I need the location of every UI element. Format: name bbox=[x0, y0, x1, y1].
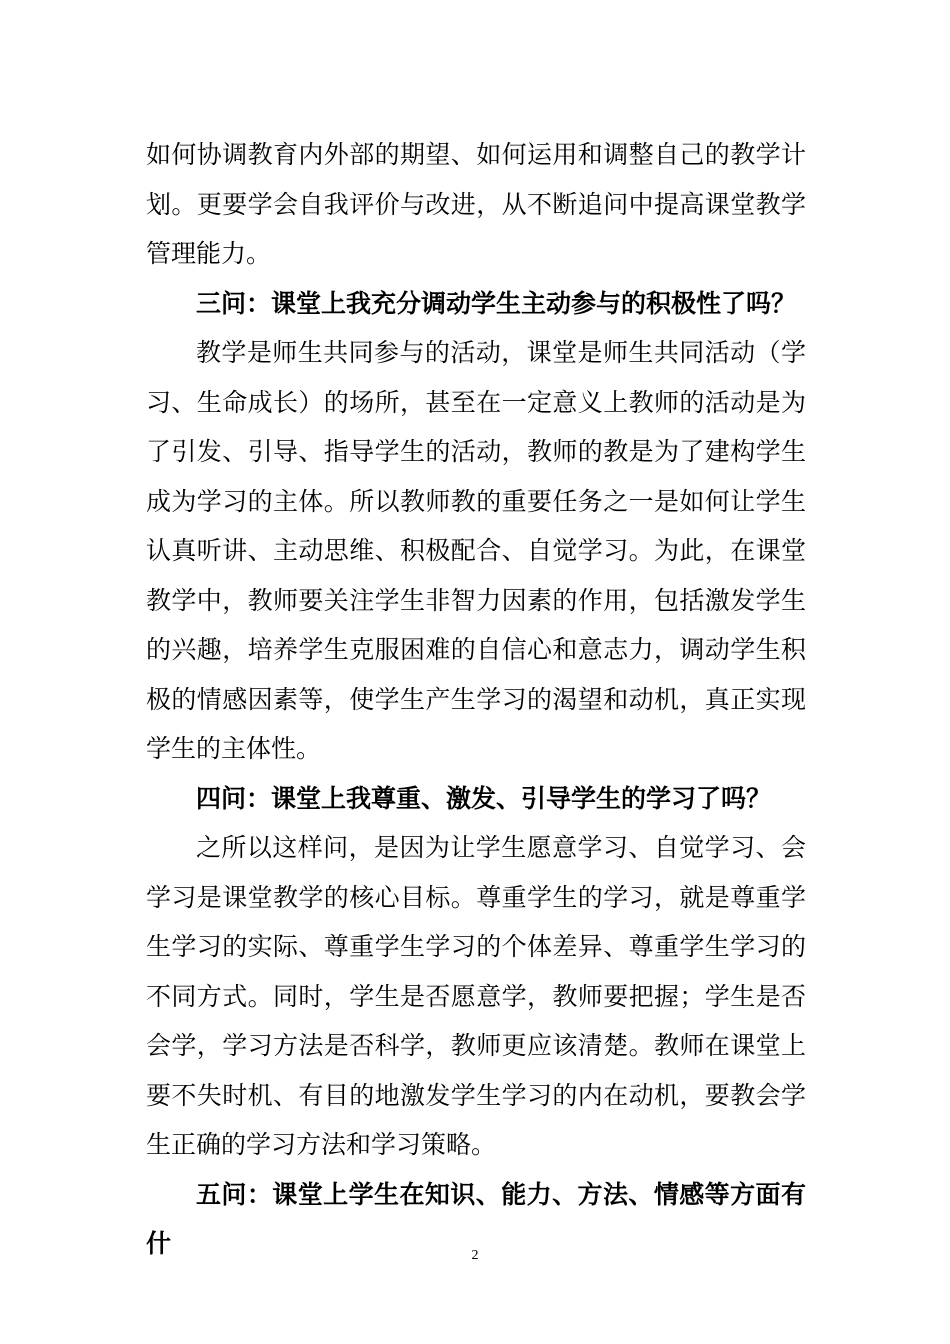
section-heading-four: 四问：课堂上我尊重、激发、引导学生的学习了吗？ bbox=[196, 783, 772, 813]
section-heading-five: 五问：课堂上学生在知识、能力、方法、情感等方面有什 bbox=[146, 1179, 806, 1258]
document-body bbox=[146, 130, 806, 1269]
page-number: 2 bbox=[471, 1248, 479, 1263]
paragraph-continuation: 如何协调教育内外部的期望、如何运用和调整自己的教学计划。更要学会自我评价与改进，从不断追问中提高课堂教学管理能力。 bbox=[146, 140, 806, 268]
paragraph-body: 之所以这样问，是因为让学生愿意学习、自觉学习、会学习是课堂教学的核心目标。尊重学生的学习，就是尊重学生学习的实际、尊重学生学习的个体差异、尊重学生学习的不同方式。同时，学生是否愿意学，教师要把握；学生是否会学，学习方法是否科学，教师更应该清楚。教师在课堂上要不失时机、有目的地激发学生学习的内在动机，要教会学生正确的学习方法和学习策略。 bbox=[146, 833, 806, 1159]
paragraph-body: 教学是师生共同参与的活动，课堂是师生共同活动（学习、生命成长）的场所，甚至在一定意义上教师的活动是为了引发、引导、指导学生的活动，教师的教是为了建构学生成为学习的主体。所以教师教的重要任务之一是如何让学生认真听讲、主动思维、积极配合、自觉学习。为此，在课堂教学中，教师要关注学生非智力因素的作用，包括激发学生的兴趣，培养学生克服困难的自信心和意志力，调动学生积极的情感因素等，使学生产生学习的渴望和动机，真正实现学生的主体性。 bbox=[146, 338, 806, 763]
section-heading-three: 三问：课堂上我充分调动学生主动参与的积极性了吗？ bbox=[196, 288, 797, 318]
